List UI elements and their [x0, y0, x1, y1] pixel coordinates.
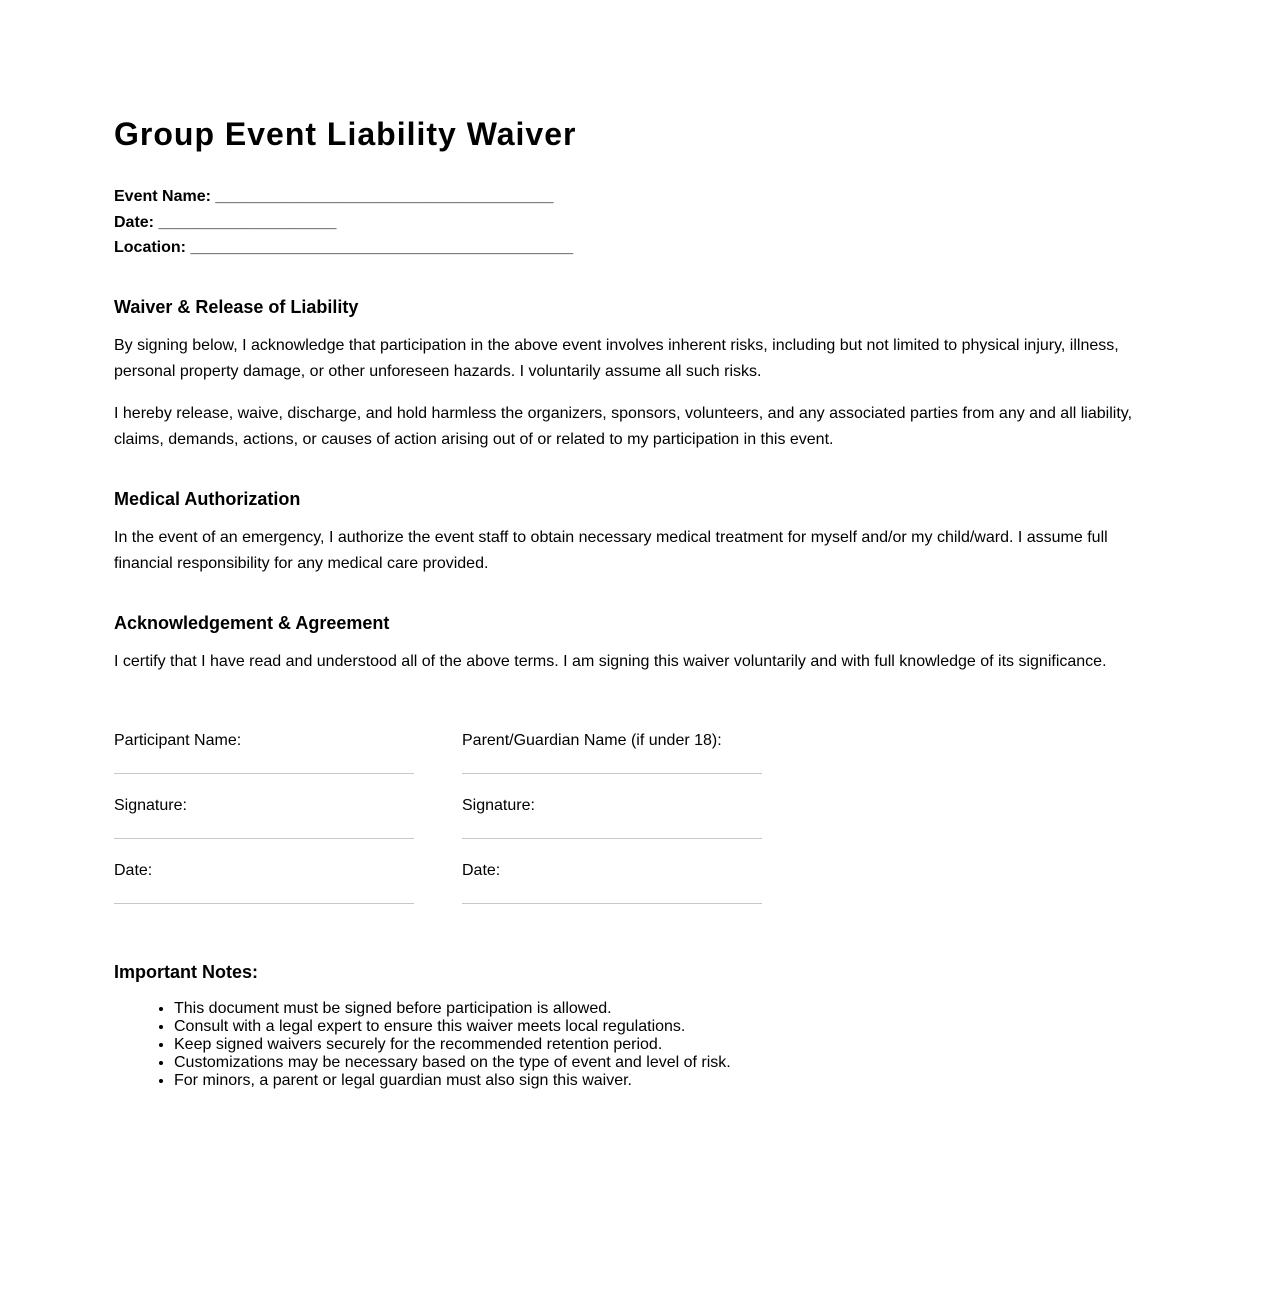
participant-signature-line[interactable]	[114, 838, 414, 839]
guardian-name-label: Parent/Guardian Name (if under 18):	[462, 731, 722, 749]
event-details	[114, 184, 1144, 261]
guardian-date-cell	[462, 861, 762, 904]
acknowledgement-section	[114, 611, 1144, 675]
location-field[interactable]: ___________________________________________	[190, 239, 574, 256]
participant-name-line[interactable]	[114, 773, 414, 774]
guardian-date-label: Date:	[462, 861, 501, 879]
event-name-label: Event Name:	[114, 188, 211, 205]
notes-heading: Important Notes:	[114, 961, 258, 982]
participant-date-label: Date:	[114, 861, 153, 879]
guardian-signature-cell	[462, 796, 762, 839]
date-field[interactable]: ____________________	[158, 213, 337, 231]
event-name-field[interactable]: ______________________________________	[215, 188, 554, 205]
participant-name-label: Participant Name:	[114, 731, 242, 749]
participant-date-line[interactable]	[114, 903, 414, 904]
participant-signature-cell	[114, 796, 414, 839]
participant-signature-label: Signature:	[114, 796, 187, 814]
participant-name-cell	[114, 731, 414, 774]
page-title: Group Event Liability Waiver	[114, 116, 577, 152]
waiver-section	[114, 295, 1144, 453]
important-notes	[114, 960, 1144, 1090]
location-label: Location:	[114, 239, 186, 256]
medical-section	[114, 487, 1144, 577]
acknowledgement-heading: Acknowledgement & Agreement	[114, 612, 390, 633]
location-row	[114, 235, 1144, 261]
waiver-paragraph-2: I hereby release, waive, discharge, and hold harmless the organizers, sponsors, volunteers, and any associated parties from any and all liability, claims, demands, actions, or causes of action arising out of or related to my participation in this event.	[114, 404, 1133, 448]
waiver-heading: Waiver & Release of Liability	[114, 296, 359, 317]
event-name-row	[114, 184, 1144, 210]
guardian-name-line[interactable]	[462, 773, 762, 774]
list-item: • Customizations may be necessary based on the type of event and level of risk.	[174, 1054, 1144, 1072]
guardian-signature-line[interactable]	[462, 838, 762, 839]
participant-date-cell	[114, 861, 414, 904]
list-item: • For minors, a parent or legal guardian must also sign this waiver.	[174, 1072, 1144, 1090]
list-item: • Consult with a legal expert to ensure this waiver meets local regulations.	[174, 1018, 1144, 1036]
waiver-paragraph-1: By signing below, I acknowledge that participation in the above event involves inherent risks, including but not limited to physical injury, illness, personal property damage, or other unforeseen hazards. I voluntarily assume all such risks.	[114, 336, 1119, 380]
medical-heading: Medical Authorization	[114, 488, 301, 509]
waiver-document	[114, 112, 1144, 1090]
date-row	[114, 210, 1144, 236]
guardian-signature-label: Signature:	[462, 796, 535, 814]
list-item: • This document must be signed before participation is allowed.	[174, 1000, 1144, 1018]
signature-block	[114, 731, 1144, 904]
notes-list	[114, 1000, 1144, 1090]
acknowledgement-paragraph: I certify that I have read and understood all of the above terms. I am signing this waiver voluntarily and with full knowledge of its significance.	[114, 652, 1107, 670]
list-item: • Keep signed waivers securely for the recommended retention period.	[174, 1036, 1144, 1054]
date-label: Date:	[114, 213, 155, 231]
medical-paragraph: In the event of an emergency, I authorize the event staff to obtain necessary medical treatment for myself and/or my child/ward. I assume full financial responsibility for any medical care provided.	[114, 528, 1108, 572]
guardian-name-cell	[462, 731, 762, 774]
guardian-date-line[interactable]	[462, 903, 762, 904]
